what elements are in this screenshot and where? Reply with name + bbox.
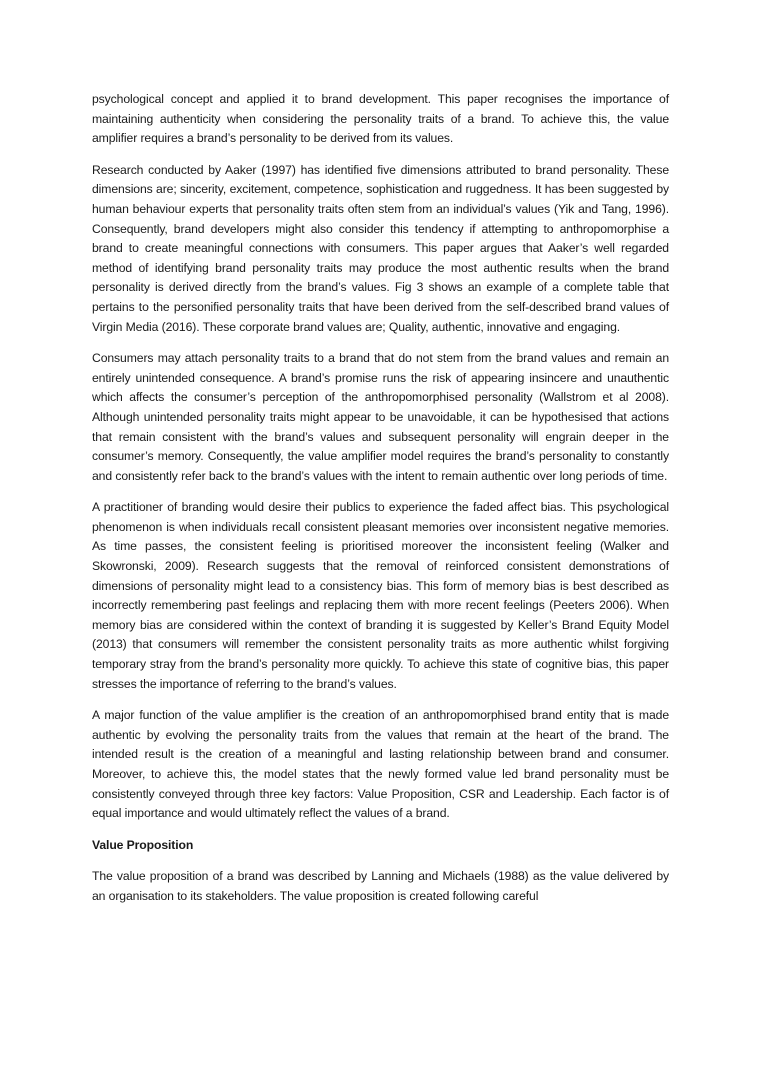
- paragraph: Consumers may attach personality traits to a brand that do not stem from the brand values and remain an entirely unintended consequence. A brand’s promise runs the risk of appearing insincere and unauthentic which affects the consumer’s perception of the anthropomorphised personality (Wallstrom et al 2008). Although unintended personality traits might appear to be unavoidable, it can be hypothesised that actions that remain consistent with the brand’s values and subsequent personality will engrain deeper in the consumer’s memory. Consequently, the value amplifier model requires the brand’s personality to constantly and consistently refer back to the brand’s values with the intent to remain authentic over long periods of time.: [92, 351, 669, 483]
- section-heading: Value Proposition: [92, 837, 194, 852]
- paragraph: psychological concept and applied it to brand development. This paper recognises the importance of maintaining authenticity when considering the personality traits of a brand. To achieve this, the value amplifier requires a brand’s personality to be derived from its values.: [92, 92, 669, 146]
- paragraph: Research conducted by Aaker (1997) has identified five dimensions attributed to brand personality. These dimensions are; sincerity, excitement, competence, sophistication and ruggedness. It has been suggested by human behaviour experts that personality traits often stem from an individual’s values (Yik and Tang, 1996). Consequently, brand developers might also consider this tendency if attempting to anthropomorphise a brand to create meaningful connections with consumers. This paper argues that Aaker’s well regarded method of identifying brand personality traits may produce the most authentic results when the brand personality is derived directly from the brand’s values. Fig 3 shows an example of a complete table that pertains to the personified personality traits that have been derived from the self-described brand values of Virgin Media (2016). These corporate brand values are; Quality, authentic, innovative and engaging.: [92, 162, 669, 334]
- paragraph: The value proposition of a brand was described by Lanning and Michaels (1988) as the value delivered by an organisation to its stakeholders. The value proposition is created following careful: [92, 869, 669, 903]
- document-page: [92, 90, 669, 919]
- paragraph: A practitioner of branding would desire their publics to experience the faded affect bias. This psychological phenomenon is when individuals recall consistent pleasant memories over inconsistent negative memories. As time passes, the consistent feeling is prioritised moreover the inconsistent feeling (Walker and Skowronski, 2009). Research suggests that the removal of reinforced consistent demonstrations of dimensions of personality might lead to a consistency bias. This form of memory bias is best described as incorrectly remembering past feelings and replacing them with more recent feelings (Peeters 2006). When memory bias are considered within the context of branding it is suggested by Keller’s Brand Equity Model (2013) that consumers will remember the consistent personality traits as more authentic whilst forgiving temporary stray from the brand’s personality more quickly. To achieve this state of cognitive bias, this paper stresses the importance of referring to the brand’s values.: [92, 500, 669, 691]
- paragraph: A major function of the value amplifier is the creation of an anthropomorphised brand entity that is made authentic by evolving the personality traits from the values that remain at the heart of the brand. The intended result is the creation of a meaningful and lasting relationship between brand and consumer. Moreover, to achieve this, the model states that the newly formed value led brand personality must be consistently conveyed through three key factors: Value Proposition, CSR and Leadership. Each factor is of equal importance and would ultimately reflect the values of a brand.: [92, 708, 669, 821]
